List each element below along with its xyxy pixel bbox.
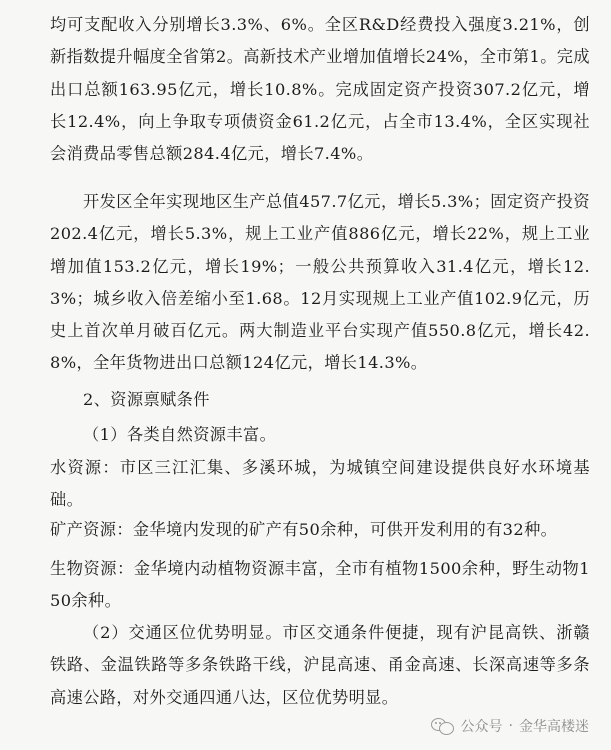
paragraph-mineral-resources: 矿产资源：金华境内发现的矿产有50余种，可供开发利用的有32种。 <box>50 520 558 539</box>
watermark-prefix: 公众号 <box>460 719 503 735</box>
paragraph-transport: （2）交通区位优势明显。市区交通条件便捷，现有沪昆高铁、浙赣铁路、金温铁路等多条铁路干线，沪昆高速、甬金高速、长深高速等多条高速公路，对外交通四通八达，区位优势明显。 <box>50 623 590 707</box>
subheading-natural-resources: （1）各类自然资源丰富。 <box>83 425 277 444</box>
watermark-account-name: 金华高楼迷 <box>519 719 589 735</box>
watermark <box>431 716 589 736</box>
paragraph-water-resources: 水资源：市区三江汇集、多溪环城，为城镇空间建设提供良好水环境基础。 <box>50 458 590 510</box>
wechat-icon <box>431 717 455 735</box>
paragraph-economy-indicators: 均可支配收入分别增长3.3%、6%。全区R&D经费投入强度3.21%，创新指数提升幅度全省第2。高新技术产业增加值增长24%，全市第1。完成出口总额163.95亿元，增长10.8%。完成固定资产投资307.2亿元，增长12.4%，向上争取专项债资金61.2亿元，占全市13.4%，全区实现社会消费品零售总额284.4亿元，增长7.4%。 <box>50 15 590 164</box>
watermark-separator: · <box>508 718 513 734</box>
paragraph-development-zone: 开发区全年实现地区生产总值457.7亿元，增长5.3%；固定资产投资202.4亿元，增长5.3%，规上工业产值886亿元，增长22%，规上工业增加值153.2亿元，增长19%；一般公共预算收入31.4亿元，增长12.3%；城乡收入倍差缩小至1.68。12月实现规上工业产值102.9亿元，历史上首次单月破百亿元。两大制造业平台实现产值550.8亿元，增长42.8%，全年货物进出口总额124亿元，增长14.3%。 <box>50 192 590 373</box>
section-heading-resources: 2、资源禀赋条件 <box>83 390 210 409</box>
paragraph-biological-resources: 生物资源：金华境内动植物资源丰富，全市有植物1500余种，野生动物150余种。 <box>50 559 590 611</box>
